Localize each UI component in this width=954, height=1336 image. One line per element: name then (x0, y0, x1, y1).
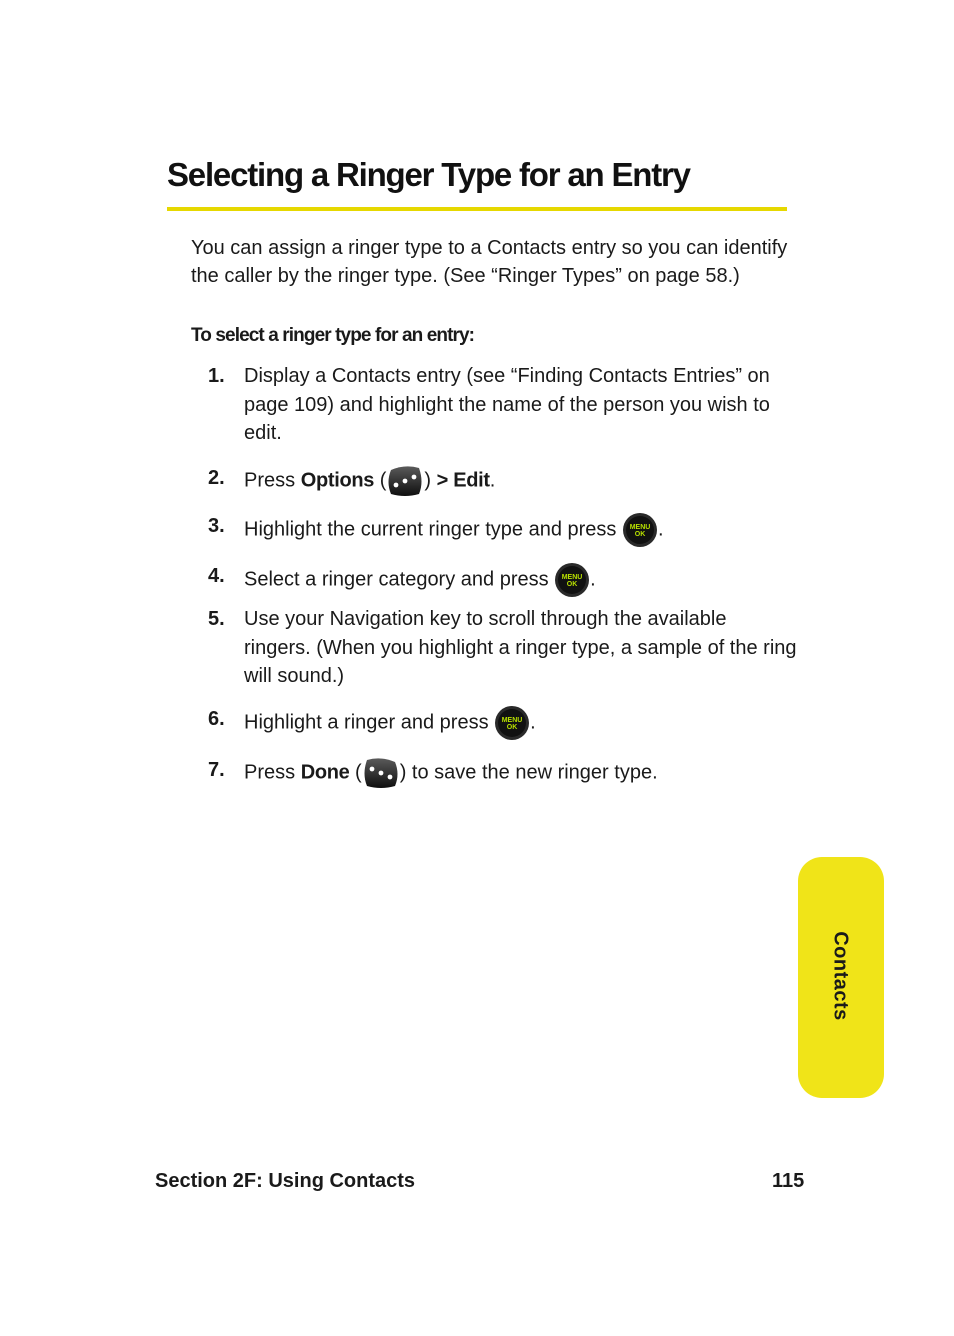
svg-text:OK: OK (634, 531, 646, 538)
menu-ok-button-icon (622, 512, 658, 548)
done-label: Done (300, 761, 350, 784)
step-text: Press Done ( ) to save the new ringer type. (244, 756, 798, 790)
step-text: Highlight the current ringer type and press MENU OK . (244, 512, 798, 548)
step-5 (208, 605, 798, 691)
step-3 (208, 512, 798, 548)
procedure-heading: To select a ringer type for an entry: (191, 325, 475, 346)
softkey-button-icon (386, 464, 424, 498)
step-number: 3. (208, 515, 225, 537)
menu-ok-button-icon (494, 705, 530, 741)
step-text: Display a Contacts entry (see “Finding Contacts Entries” on page 109) and highlight the name of the person you wish to edit. (244, 365, 770, 444)
intro-paragraph: You can assign a ringer type to a Contacts entry so you can identify the caller by the ringer type. (See “Ringer Types” on page 58.) (191, 237, 788, 287)
step-number: 2. (208, 467, 225, 489)
step-text: Select a ringer category and press MENU OK . (244, 562, 798, 598)
step-1 (208, 362, 798, 448)
step-text: Highlight a ringer and press MENU OK . (244, 705, 798, 741)
page-number: 115 (772, 1170, 805, 1192)
step-number: 6. (208, 708, 225, 730)
section-tab-label: Contacts (829, 931, 852, 1021)
step-number: 5. (208, 608, 225, 630)
step-number: 4. (208, 565, 225, 587)
step-7 (208, 756, 798, 790)
step-number: 1. (208, 365, 225, 387)
step-6 (208, 705, 798, 741)
step-text: Use your Navigation key to scroll through the available ringers. (When you highlight a ringer type, a sample of the ring will sound.) (244, 608, 797, 687)
svg-text:OK: OK (566, 581, 578, 588)
svg-text:MENU: MENU (561, 574, 583, 581)
softkey-button-icon (362, 756, 400, 790)
options-label: Options (300, 469, 375, 492)
svg-text:OK: OK (506, 724, 518, 731)
svg-text:MENU: MENU (629, 524, 651, 531)
menu-ok-button-icon (554, 562, 590, 598)
svg-text:MENU: MENU (501, 717, 523, 724)
title-underline (167, 207, 787, 211)
edit-label: > Edit (436, 469, 490, 492)
step-4 (208, 562, 798, 598)
step-number: 7. (208, 759, 225, 781)
step-2 (208, 464, 798, 498)
step-text: Press Options ( ) > Edit. (244, 464, 798, 498)
page-title: Selecting a Ringer Type for an Entry (167, 156, 690, 193)
footer-section-title: Section 2F: Using Contacts (155, 1170, 416, 1192)
